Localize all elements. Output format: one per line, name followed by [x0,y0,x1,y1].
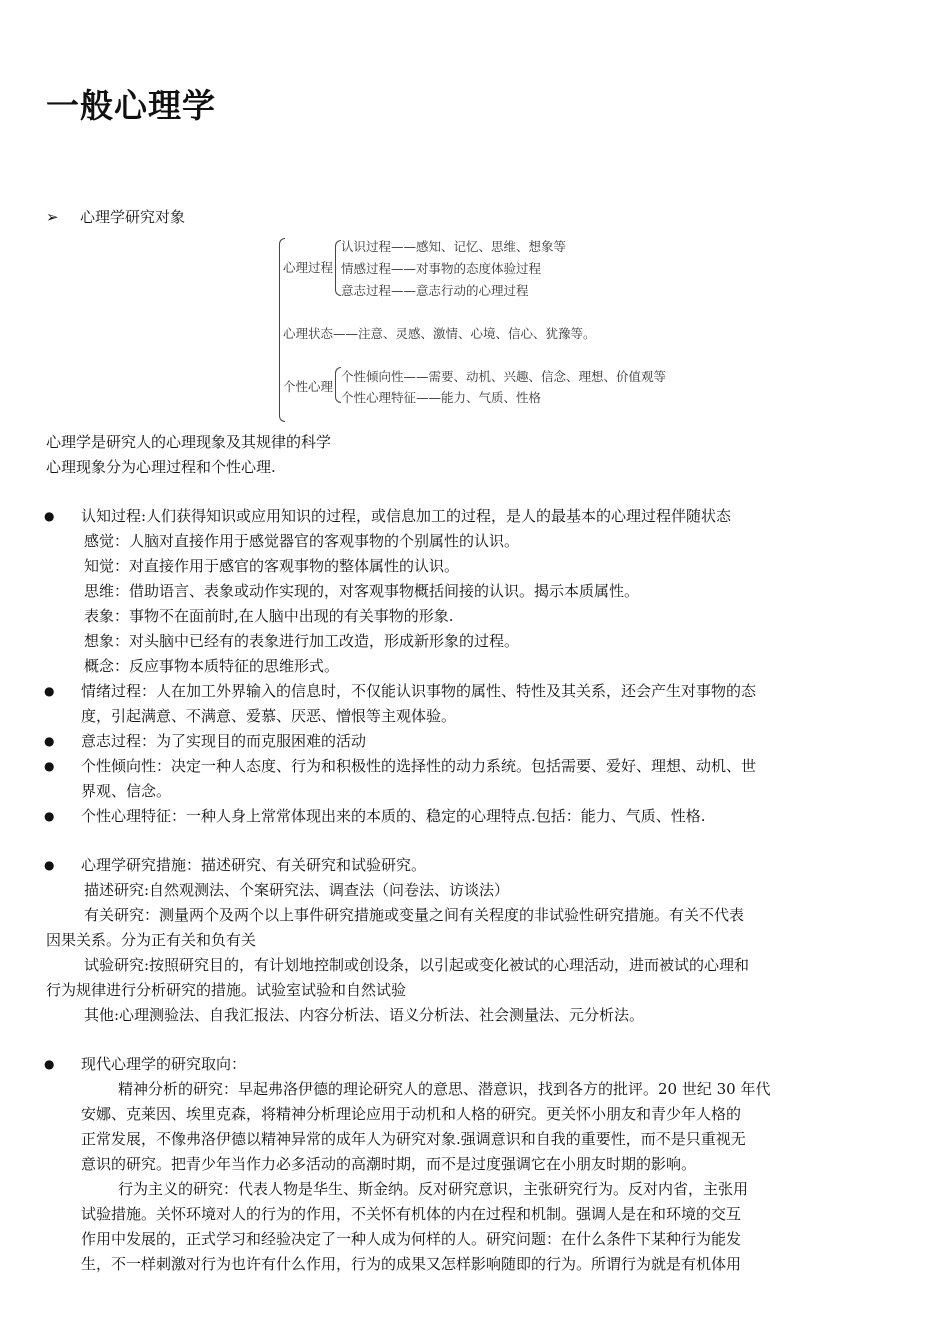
state-label: 心理状态——注意、灵感、激情、心境、信心、犹豫等。 [283,326,596,341]
behaviorism-line: 行为主义的研究：代表人物是华生、斯金纳。反对研究意识，主张研究行为。反对内省，主张用 [118,1180,749,1198]
process-group-label: 心理过程 [283,260,334,275]
cognition-item: 思维：借助语言、表象或动作实现的，对客观事物概括间接的认识。揭示本质属性。 [84,582,640,600]
methods-other: 其他:心理测验法、自我汇报法、内容分析法、语义分析法、社会测量法、元分析法。 [84,1006,645,1024]
tendency-line: 个性倾向性：决定一种人态度、行为和积极性的选择性的动力系统。包括需要、爱好、理想、动机、世 [81,757,757,775]
arrow-bullet-icon: ➢ [46,208,59,226]
process-item: 认识过程——感知、记忆、思维、想象等 [341,239,567,254]
psychology-phenomena-diagram [275,234,695,424]
methods-correlation: 有关研究：测量两个及两个以上事件研究措施或变量之间有关程度的非试验性研究措施。有关不代表 [84,906,745,924]
personality-item: 个性心理特征——能力、气质、性格 [341,390,542,405]
bullet-icon: ● [44,809,55,823]
section-heading-object [46,206,185,227]
psychoanalysis-line: 安娜、克莱因、埃里克森，将精神分析理论应用于动机和人格的研究。更关怀小朋友和青少年人格的 [81,1105,742,1123]
cognition-item: 表象：事物不在面前时,在人脑中出现的有关事物的形象. [84,607,454,625]
cognition-item: 感觉：人脑对直接作用于感觉器官的客观事物的个别属性的认识。 [84,532,520,550]
process-item: 意志过程——意志行动的心理过程 [341,283,529,298]
intro-line: 心理学是研究人的心理现象及其规律的科学 [46,433,332,451]
page-title: 一般心理学 [46,86,216,125]
bullet-icon: ● [44,759,55,773]
methods-experiment: 行为规律进行分析研究的措施。试验室试验和自然试验 [46,981,407,999]
bullet-icon: ● [44,684,55,698]
orientation-heading: 现代心理学的研究取向： [81,1055,247,1073]
personality-item: 个性倾向性——需要、动机、兴趣、信念、理想、价值观等 [341,369,667,384]
psychoanalysis-line: 意识的研究。把青少年当作力必多活动的高潮时期，而不是过度强调它在小朋友时期的影响。 [81,1155,697,1173]
emotion-line: 情绪过程：人在加工外界输入的信息时，不仅能认识事物的属性、特性及其关系，还会产生对事物的态 [81,682,757,700]
cognition-item: 想象：对头脑中已经有的表象进行加工改造，形成新形象的过程。 [84,632,520,650]
behaviorism-line: 生，不一样刺激对行为也许有什么作用，行为的成果又怎样影响随即的行为。所谓行为就是有机体用 [81,1255,742,1273]
behaviorism-line: 试验措施。关怀环境对人的行为的作用，不关怀有机体的内在过程和机制。强调人是在和环境的交互 [81,1205,742,1223]
intro-line: 心理现象分为心理过程和个性心理. [46,458,276,476]
methods-correlation: 因果关系。分为正有关和负有关 [46,931,257,949]
bullet-icon: ● [44,509,55,523]
will-line: 意志过程：为了实现目的而克服困难的活动 [81,732,367,750]
methods-describe: 描述研究:自然观测法、个案研究法、调查法（问卷法、访谈法） [84,881,510,899]
bullet-icon: ● [44,734,55,748]
section-label: 心理学研究对象 [80,208,186,226]
emotion-line: 度，引起满意、不满意、爱慕、厌恶、憎恨等主观体验。 [81,707,457,725]
methods-experiment: 试验研究:按照研究目的，有计划地控制或创设条，以引起或变化被试的心理活动，进而被试的心理和 [84,956,750,974]
methods-heading: 心理学研究措施：描述研究、有关研究和试验研究。 [81,856,427,874]
cognition-heading: 认知过程:人们获得知识或应用知识的过程，或信息加工的过程，是人的最基本的心理过程伴随状态 [81,507,732,525]
tendency-line: 界观、信念。 [81,782,172,800]
traits-line: 个性心理特征：一种人身上常常体现出来的本质的、稳定的心理特点.包括：能力、气质、性格. [81,807,706,825]
psychoanalysis-line: 正常发展，不像弗洛伊德以精神异常的成年人为研究对象.强调意识和自我的重要性，而不是只重视无 [81,1130,746,1148]
personality-group-label: 个性心理 [283,379,334,394]
process-item: 情感过程——对事物的态度体验过程 [341,261,542,276]
bullet-icon: ● [44,858,55,872]
bullet-icon: ● [44,1057,55,1071]
psychoanalysis-line: 精神分析的研究：早起弗洛伊德的理论研究人的意思、潜意识，找到各方的批评。20 世纪 30 年代 [118,1080,771,1098]
cognition-item: 概念：反应事物本质特征的思维形式。 [84,657,340,675]
cognition-item: 知觉：对直接作用于感官的客观事物的整体属性的认识。 [84,557,460,575]
behaviorism-line: 作用中发展的，正式学习和经验决定了一种人成为何样的人。研究问题：在什么条件下某种行为能发 [81,1230,742,1248]
